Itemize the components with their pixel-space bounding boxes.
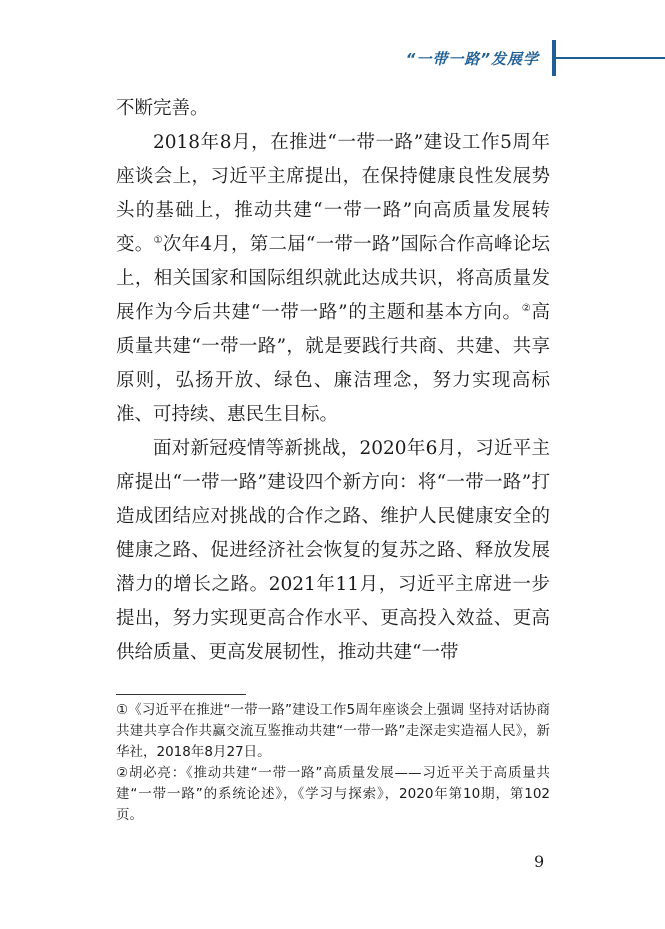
paragraph-2-part-a: 2018年8月，在推进“一带一路”建设工作5周年座谈会上，习近平主席提出，在保持健康良性发展势头的基础上，推动共建“一带一路”向高质量发展转变。 <box>116 132 550 255</box>
footnote-ref-2: ② <box>521 303 532 314</box>
paragraph-2-part-b: 次年4月，第二届“一带一路”国际合作高峰论坛上，相关国家和国际组织就此达成共识，将高质量发展作为今后共建“一带一路”的主题和基本方向。 <box>116 234 550 323</box>
running-header-title: “一带一路”发展学 <box>405 50 539 68</box>
body-text <box>116 92 550 670</box>
header-horizontal-rule <box>556 57 665 59</box>
paragraph-2 <box>116 126 550 432</box>
paragraph-2-part-c: 高质量共建“一带一路”，就是要践行共商、共建、共享原则，弘扬开放、绿色、廉洁理念，努力实现高标准、可持续、惠民生目标。 <box>116 302 550 425</box>
paragraph-3: 面对新冠疫情等新挑战，2020年6月，习近平主席提出“一带一路”建设四个新方向：将“一带一路”打造成团结应对挑战的合作之路、维护人民健康安全的健康之路、促进经济社会恢复的复苏之路、释放发展潜力的增长之路。2021年11月，习近平主席进一步提出，努力实现更高合作水平、更高投入效益、更高供给质量、更高发展韧性，推动共建“一带 <box>116 438 550 663</box>
footnotes <box>116 700 550 826</box>
page-number: 9 <box>534 852 545 871</box>
footnote-ref-1: ① <box>153 235 163 246</box>
footnote-1: ①《习近平在推进“一带一路”建设工作5周年座谈会上强调 坚持对话协商共建共享合作共赢交流互鉴推动共建“一带一路”走深走实造福人民》，新华社，2018年8月27日。 <box>116 702 550 760</box>
paragraph-1: 不断完善。 <box>116 98 209 119</box>
footnote-2: ②胡必亮：《推动共建“一带一路”高质量发展——习近平关于高质量共建“一带一路”的系统论述》，《学习与探索》，2020年第10期，第102页。 <box>116 765 550 823</box>
footnote-separator <box>116 694 246 695</box>
